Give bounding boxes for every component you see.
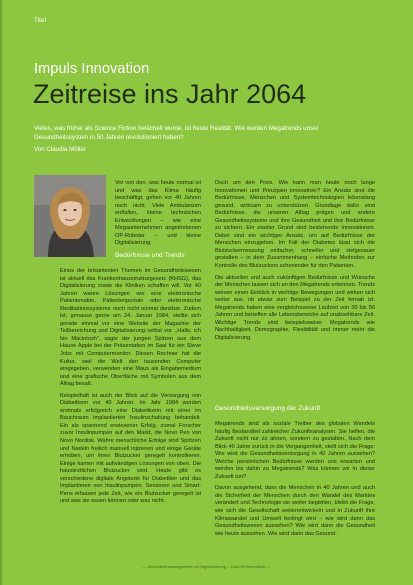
- right-paragraph-3: Megatrends sind als soziale Treiber des globalen Wandels häufig Bestandteil zahlreicher Zukunftsanalysen. Sie helfen, die Zukunft nicht nur zu ahnen, sondern zu gestalten. Nach dem Blick 40 Jahre zurück in die Vergangenheit, stellt sich die Frage: Wie wird die Gesundheitsversorgung in 40 Jahren aussehen? Welche persönlichen Bedürfnisse werden uns erwarten und werden bis dahin zu Megatrends? Was können wir in dieser Zukunft tun?: [215, 421, 375, 480]
- right-paragraph-1: Doch um den Preis. Wie kann man heute noch lange Innovationen und Prinzipien innovativer? Ein Ansatz sind die Bedürfnisse, Menschen und Systemtechnologien lebenslang gesund, wirksam zu unterstützen. Grundlage dafür sind Bedürfnisse, die unseren Alltag prägen und andere Gesundheitssysteme und ihre Gesundheit und ihre Bedürfnisse zu sichern. Ein zweiter Grund sind bestehende Innovationen. Dabei sind ein wichtiger Ansatz, um auf Bedürfnisse der Menschen einzugehen. Im Fall der Diabetes lässt sich die Blutzuckermessung einfacher, schneller und zielgenauer gestalten – in dem Zusammenhang – einfache Methoden zur Kontrolle des Blutzuckers schonender für den Patienten.: [215, 180, 375, 270]
- article-headline: Zeitreise ins Jahr 2064: [33, 79, 307, 109]
- left-column: [60, 268, 201, 506]
- subhead-needs-trends: Bedürfnisse und Trends: [115, 252, 185, 259]
- author-photo: [34, 175, 106, 257]
- intro-column: [115, 180, 201, 248]
- left-paragraph-1: Eines der brisantesten Themen im Gesundheitswesen ist aktuell das Krankenhausstrukturgesetz (KHSG), das Digitalisierung sowie die Kliniken schaffen will. Vor 40 Jahren waren Lösungen wie eine elektronische Patientenakte, Patientenportale oder elektronische Medikationssysteme noch nicht einmal denkbar. Zudem ist, genauso gerne am 24. Januar 1984, stellte sich gerade einmal vor eine Website der Magazine der Teilbereichung und Digitalisierung selbst vor. „Hallo, ich bin Macintosh", sagte der jungen Spitzen aus dem Hause Apple bei der Präsentation im Saal für ein Steve Jobs mit Computermonitor. Diesen Rechner hat die Kultur, weil die Welt den tausenden Computer eingegeben, verwenden eine Maus als Eingabemedium und eine grafische Oberfläche mit Symbolen aus dem Alltag besaß.: [60, 268, 201, 388]
- left-paragraph-2: Beispielhaft ist auch der Blick auf die Versorgung von Diabetikern vor 40 Jahren. Im Jahr 1984 wurden erstmals erfolgreich eine Diabetikerin mit einer im Bauchraum implantierten Insulinschaltung behandelt. Ein als spannend erwiesener Erfolg, zumal Forscher zuvor Insulinpumpen auf den Markt, die Novo Pen von Novo Nordisk. Wahre menschliche Erfolge sind Spritzen und Nadeln freilich manuell injizieren und einige Geräte erhoben, um ihren Blutzucker geregelt kontrollieren. Einige kamen mit aufwändigen Lösungen von oben. Die hausärztlichen Blutzucker wird. Heute gibt es verschiedene digitale Angebote für Diabetiker und das Implantieren von Insulinpumpen. Sensoren und Smart-Pens erfassen jede Zeit, wie ein Blutzucker geregelt ist und was sie essen können oder was nicht.: [60, 392, 201, 505]
- subhead-future-care: Gesundheitsversorgung der Zukunft: [215, 405, 321, 412]
- page-footer: — Gesundheitsmanagement mit Digitalisierung – Zukunft Gesundheit —: [142, 565, 271, 569]
- right-paragraph-4: Davon ausgehend, dass die Menschen in 40 Jahren und auch die Sicherheit der Menschen durch den Wandel des Marktes verändert und Technologie sie weiter begleiten, bleibt die Frage, wie sich die Gesellschaft weiterentwickeln und in Zukunft ihre Klimawandel und Umwelt bedingt wird – wie wird dann das Gesundheitswesen aussehen? Wie wird dann die Gesundheit wie heute aussehen. Wie wird dann das Gesund-: [215, 485, 375, 537]
- article-author: Von Claudia Möller: [34, 146, 86, 153]
- right-paragraph-2: Die aktuellen und auch zukünftigen Bedürfnisse und Wünsche der Menschen lassen sich an den Megatrends erkennen. Trends weisen einen Einblick in wichtige Bewegungen und wirken sich weiter aus, ob etwas zum Beispiel zu der Zeit fernab ist. Megatrends haben eine vergleichsweise Laufzeit von 30 bis 50 Jahren und betreffen alle Lebensbereiche auf unabsehbare Zeit. Wichtige Trends sind beispielsweise: Megatrends wie Nachhaltigkeit, Demographie, Flexibilität und immer mehr die Digitalisierung.: [215, 274, 375, 341]
- article-lead: Vieles, was früher als Science Fiction belächelt wurde, ist heute Realität. Wie werden Megatrends unser Gesundheitssystem in 50 Jahren revolutioniert haben?: [34, 125, 319, 141]
- right-column-bottom: [215, 421, 375, 538]
- section-tag: Titel: [34, 18, 47, 24]
- article-kicker: Impuls Innovation: [34, 61, 150, 77]
- intro-paragraph: Vor von den, was heute normal ist und was das Klima häufig beschäftigt, gehen vor 40 Jahren noch nicht. Viele Ambulanzen entfallen, kleine technischen Entwicklungen – wie eine Megaunternehmen angetriebenen OP-Roboter – und kleine Digitalisierung.: [115, 180, 201, 247]
- portrait-image: [34, 175, 106, 257]
- right-column-top: [215, 180, 375, 342]
- page-edge: [0, 0, 2, 585]
